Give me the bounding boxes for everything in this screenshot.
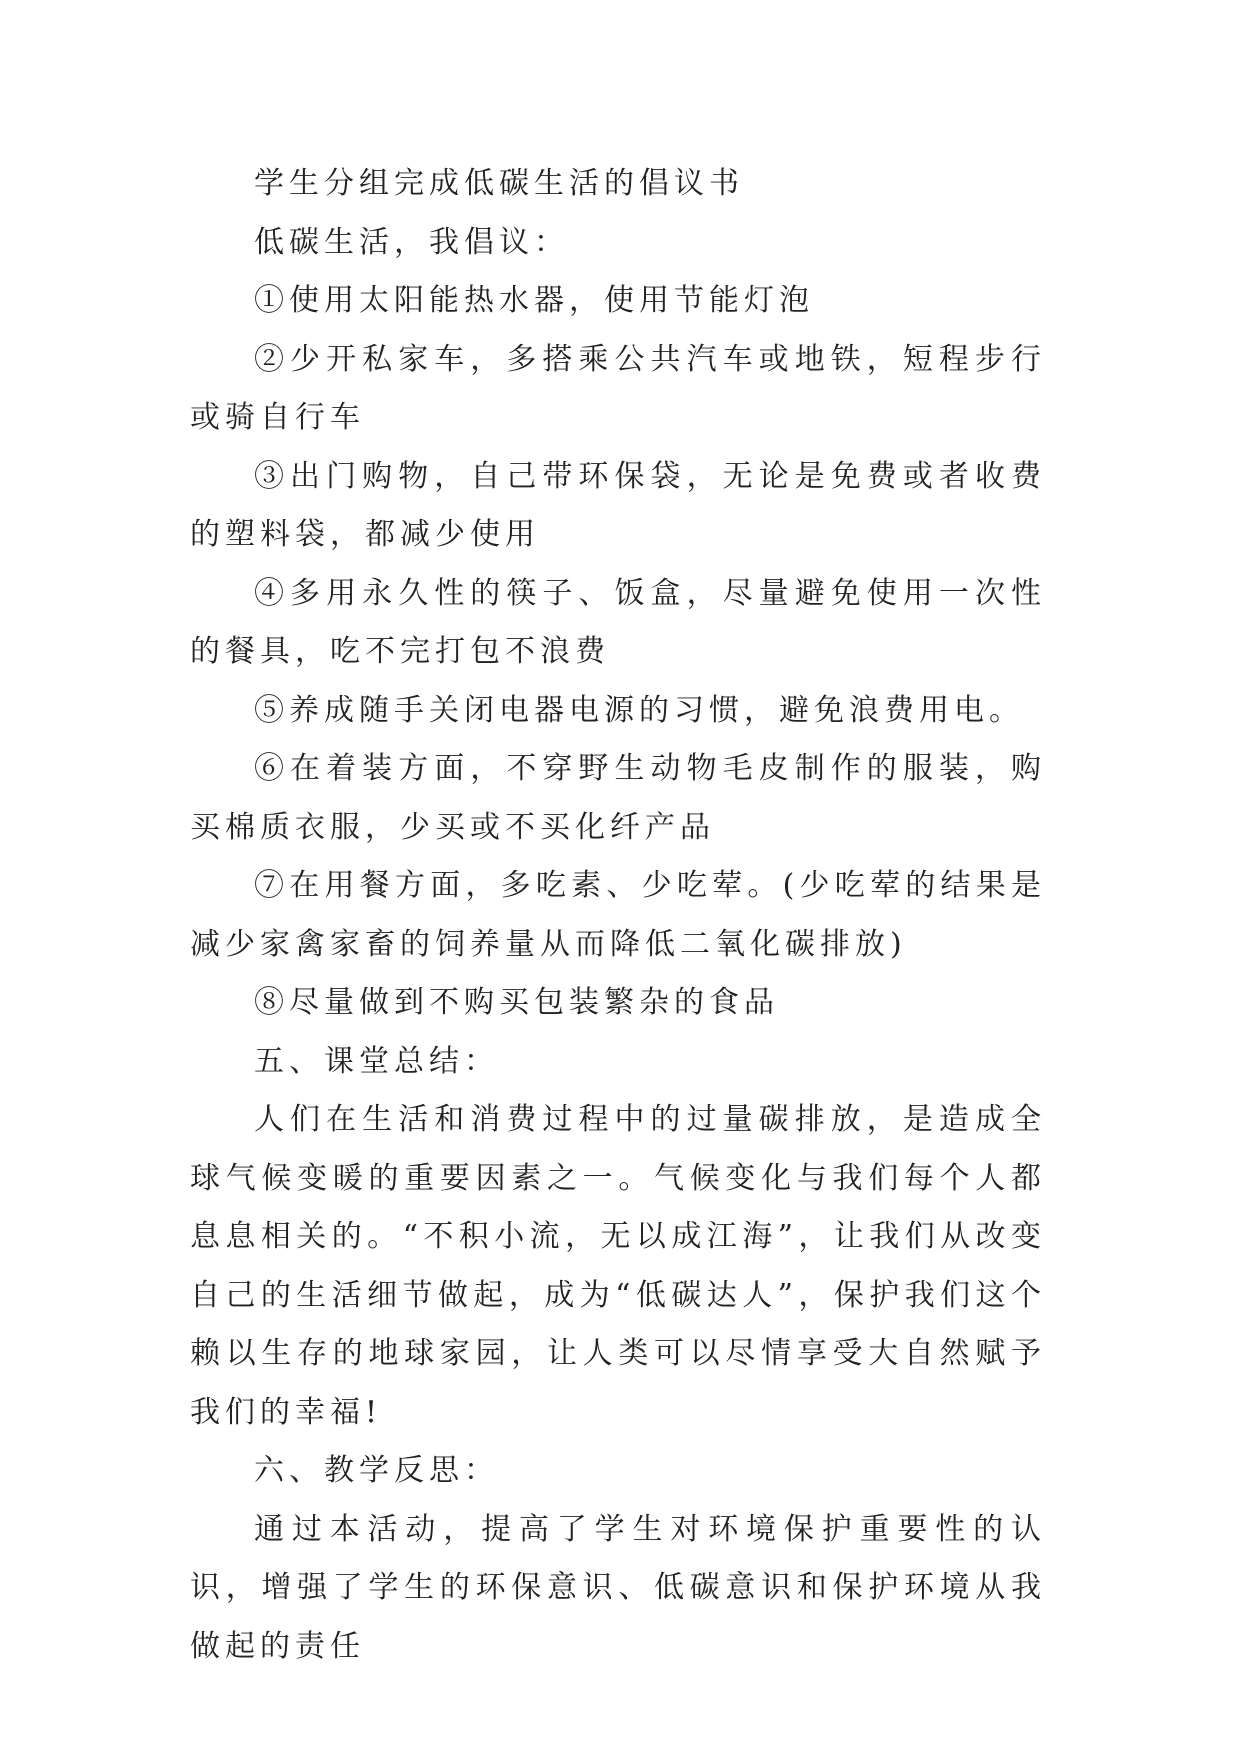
paragraph-proposal-heading: 低碳生活，我倡议： — [254, 224, 569, 260]
section-heading-reflection: 六、教学反思： — [254, 1453, 499, 1488]
paragraph-reflection: 通过本活动，提高了学生对环境保护重要性的认识，增强了学生的环保意识、低碳意识和保护环境从我做起的责任 — [190, 1511, 1046, 1664]
document-page — [190, 155, 1046, 1676]
proposal-item-4: ④多用永久性的筷子、饭盒，尽量避免使用一次性的餐具，吃不完打包不浪费 — [190, 575, 1046, 669]
proposal-item-5: ⑤养成随手关闭电器电源的习惯，避免浪费用电。 — [254, 692, 1024, 728]
section-heading-summary: 五、课堂总结： — [254, 1043, 499, 1079]
proposal-item-7: ⑦在用餐方面，多吃素、少吃荤。(少吃荤的结果是减少家禽家畜的饲养量从而降低二氧化碳排放) — [190, 868, 1046, 962]
proposal-item-3: ③出门购物，自己带环保袋，无论是免费或者收费的塑料袋，都减少使用 — [190, 458, 1046, 552]
proposal-item-8: ⑧尽量做到不购买包装繁杂的食品 — [254, 985, 779, 1020]
proposal-item-2: ②少开私家车，多搭乘公共汽车或地铁，短程步行或骑自行车 — [190, 341, 1046, 435]
proposal-item-6: ⑥在着装方面，不穿野生动物毛皮制作的服装，购买棉质衣服，少买或不买化纤产品 — [190, 751, 1046, 845]
paragraph-intro: 学生分组完成低碳生活的倡议书 — [254, 166, 744, 201]
paragraph-summary: 人们在生活和消费过程中的过量碳排放，是造成全球气候变暖的重要因素之一。气候变化与我们每个人都息息相关的。“不积小流，无以成江海”，让我们从改变自己的生活细节做起，成为“低碳达人”，保护我们这个赖以生存的地球家园，让人类可以尽情享受大自然赋予我们的幸福! — [190, 1102, 1046, 1430]
proposal-item-1: ①使用太阳能热水器，使用节能灯泡 — [254, 283, 814, 318]
